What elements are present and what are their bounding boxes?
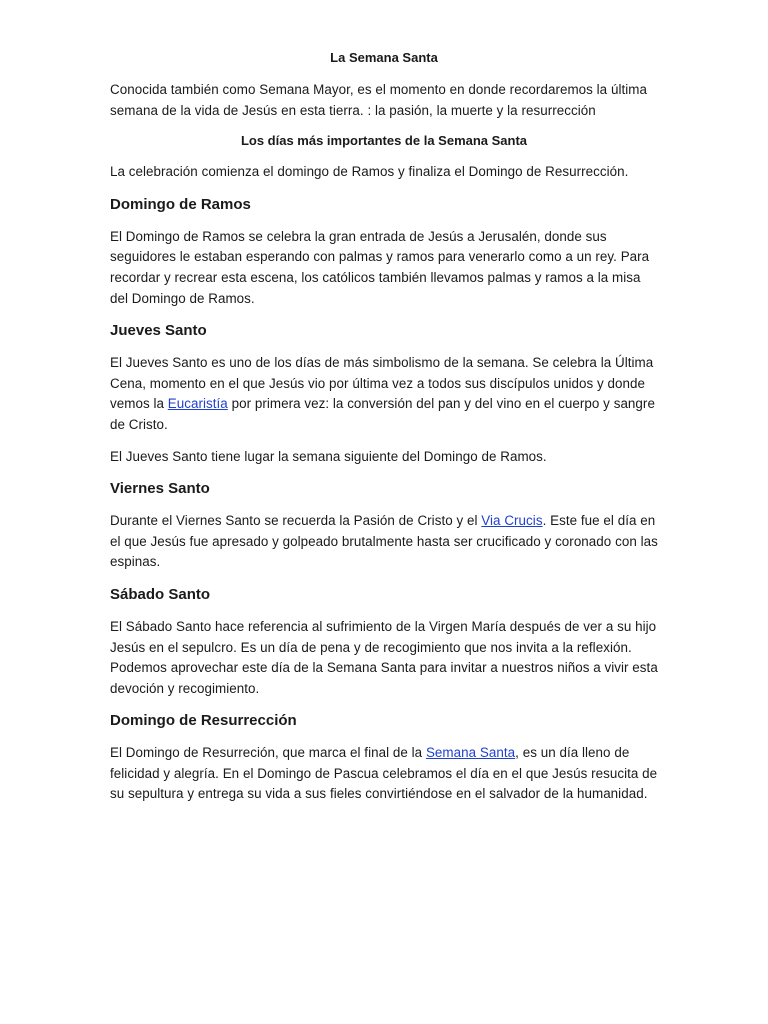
heading-domingo-de-resurreccion: Domingo de Resurrección [110, 712, 297, 730]
viernes-text-before-link: Durante el Viernes Santo se recuerda la Pasión de Cristo y el [110, 513, 482, 529]
semana-santa-link[interactable]: Semana Santa [425, 745, 516, 761]
heading-viernes-santo: Viernes Santo [110, 480, 210, 498]
heading-domingo-de-ramos: Domingo de Ramos [110, 195, 251, 213]
jueves-paragraph [110, 353, 658, 435]
document-page [110, 49, 658, 816]
viernes-paragraph [110, 511, 658, 573]
ramos-paragraph: El Domingo de Ramos se celebra la gran entrada de Jesús a Jerusalén, donde sus seguidores le estaban esperando con palmas y ramos para venerarlo como a un rey. Para recordar y recrear esta escena, los católicos también llevamos palmas y ramos a la misa del Domingo de Ramos. [110, 228, 650, 306]
via-crucis-link[interactable]: Via Crucis [481, 513, 543, 529]
section-subtitle: Los días más importantes de la Semana Santa [240, 133, 528, 149]
viernes-text-after-link: . Este fue el día en el que Jesús fue apresado y golpeado brutalmente hasta ser crucificado y coronado con las espinas. [110, 513, 658, 570]
intro-paragraph: Conocida también como Semana Mayor, es el momento en donde recordaremos la última semana de la vida de Jesús en esta tierra. : la pasión, la muerte y la resurrección [110, 82, 647, 118]
resurreccion-text-after-link: , es un día lleno de felicidad y alegría. En el Domingo de Pascua celebramos el día en el que Jesús resucita de su sepultura y entrega su vida a sus fieles convirtiéndose en el salvador de la humanidad. [110, 745, 658, 802]
celebration-paragraph: La celebración comienza el domingo de Ramos y finaliza el Domingo de Resurrección. [110, 164, 629, 180]
heading-sabado-santo: Sábado Santo [110, 585, 211, 603]
jueves-note-paragraph: El Jueves Santo tiene lugar la semana siguiente del Domingo de Ramos. [110, 448, 547, 464]
resurreccion-paragraph [110, 743, 658, 805]
sabado-paragraph: El Sábado Santo hace referencia al sufrimiento de la Virgen María después de ver a su hijo Jesús en el sepulcro. Es un día de pena y de recogimiento que nos invita a la reflexión. Podemos aprovechar este día de la Semana Santa para invitar a nuestros niños a vivir esta devoción y recogimiento. [110, 618, 658, 696]
jueves-text-before-link: El Jueves Santo es uno de los días de más simbolismo de la semana. Se celebra la Última Cena, momento en el que Jesús vio por última vez a todos sus discípulos unidos y donde vemos la [110, 355, 654, 412]
resurreccion-text-before-link: El Domingo de Resurreción, que marca el final de la [110, 745, 426, 761]
eucaristia-link[interactable]: Eucaristía [167, 396, 228, 412]
document-title: La Semana Santa [330, 50, 438, 65]
jueves-text-after-link: por primera vez: la conversión del pan y del vino en el cuerpo y sangre de Cristo. [110, 396, 655, 432]
heading-jueves-santo: Jueves Santo [110, 322, 207, 340]
